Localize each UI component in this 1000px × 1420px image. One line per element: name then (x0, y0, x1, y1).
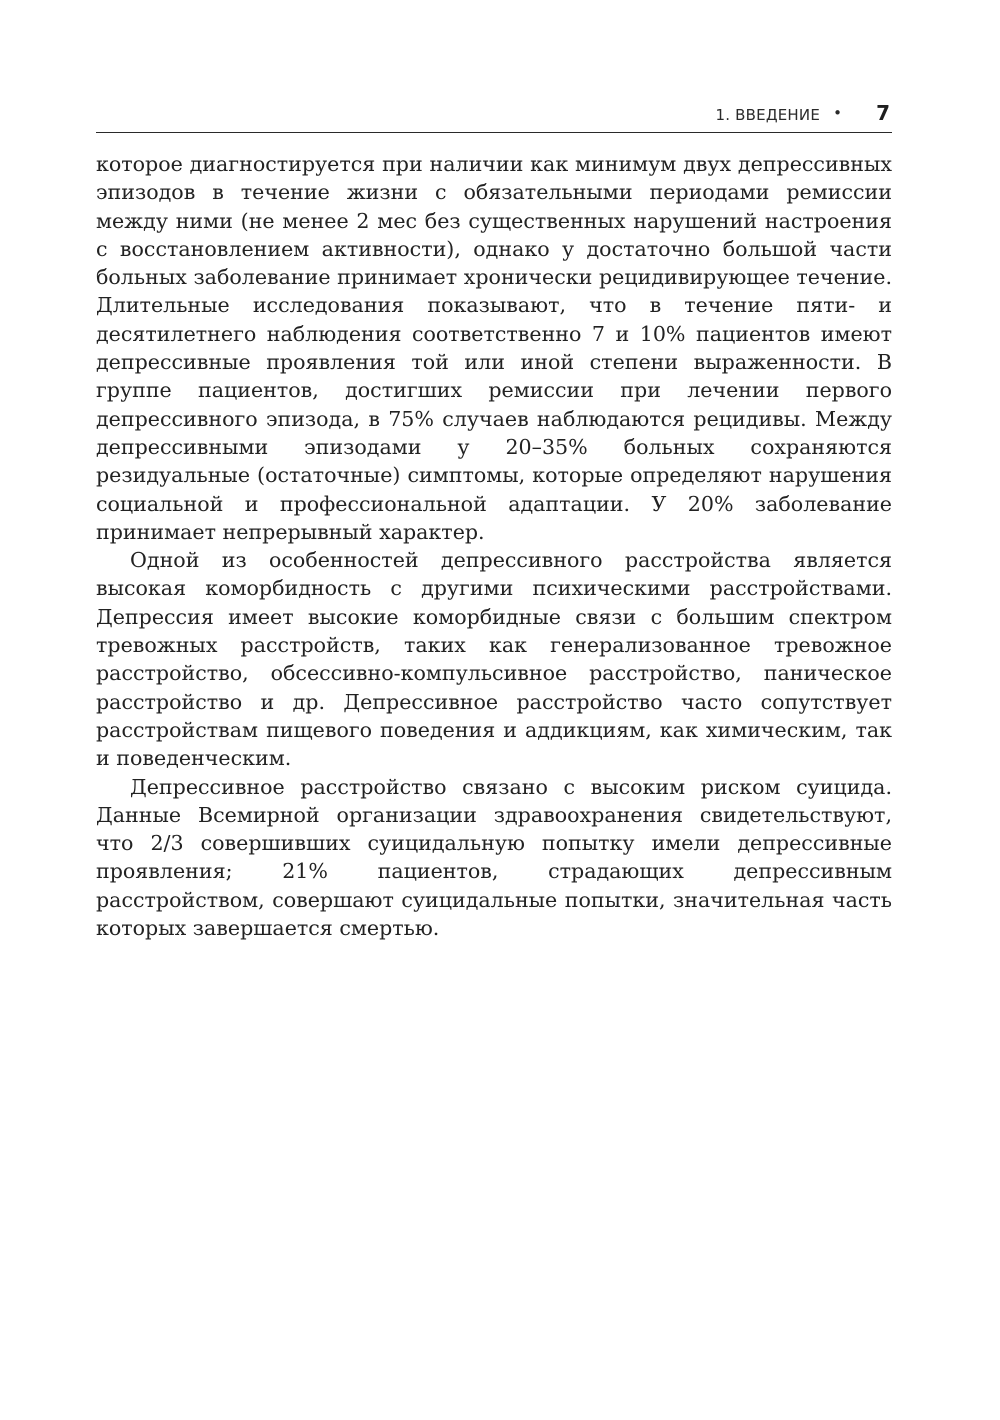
paragraph-suicide-risk: Депрессивное расстройство связано с высоким риском суицида. Данные Всемирной организации здравоохранения свидетельствуют, что 2/3 совершивших суицидальную попытку имели депрессивные проявления; 21% пациентов, страдающих депрессивным расстройством, совершают суицидальные попытки, значительная часть которых завершается смертью. (96, 774, 892, 941)
running-head (96, 100, 892, 133)
chapter-title: 1. ВВЕДЕНИЕ (715, 106, 820, 124)
paragraph-continuation: которое диагностируется при наличии как минимум двух депрессивных эпизодов в течение жизни с обязательными периодами ремиссии между ними (не менее 2 мес без существенных нарушений настроения с восстановлением активности), однако у достаточно большой части больных заболевание принимает хронически рецидивирующее течение. Длительные исследования показывают, что в течение пяти- и десятилетнего наблюдения соответственно 7 и 10% пациентов имеют депрессивные проявления той или иной степени выраженности. В группе пациентов, достигших ремиссии при лечении первого депрессивного эпизода, в 75% случаев наблюдаются рецидивы. Между депрессивными эпизодами у 20–35% больных сохраняются резидуальные (остаточные) симптомы, которые определяют нарушения социальной и профессиональной адаптации. У 20% заболевание принимает непрерывный характер. (96, 152, 892, 544)
paragraph-comorbidity: Одной из особенностей депрессивного расстройства является высокая коморбидность с другими психическими расстройствами. Депрессия имеет высокие коморбидные связи с большим спектром тревожных расстройств, таких как генерализованное тревожное расстройство, обсессивно-компульсивное расстройство, паническое расстройство и др. Депрессивное расстройство часто сопутствует расстройствам пищевого поведения и аддикциям, как химическим, так и поведенческим. (96, 548, 892, 771)
body-text (96, 150, 892, 942)
bullet-separator: • (833, 104, 842, 122)
page-number: 7 (876, 101, 890, 125)
